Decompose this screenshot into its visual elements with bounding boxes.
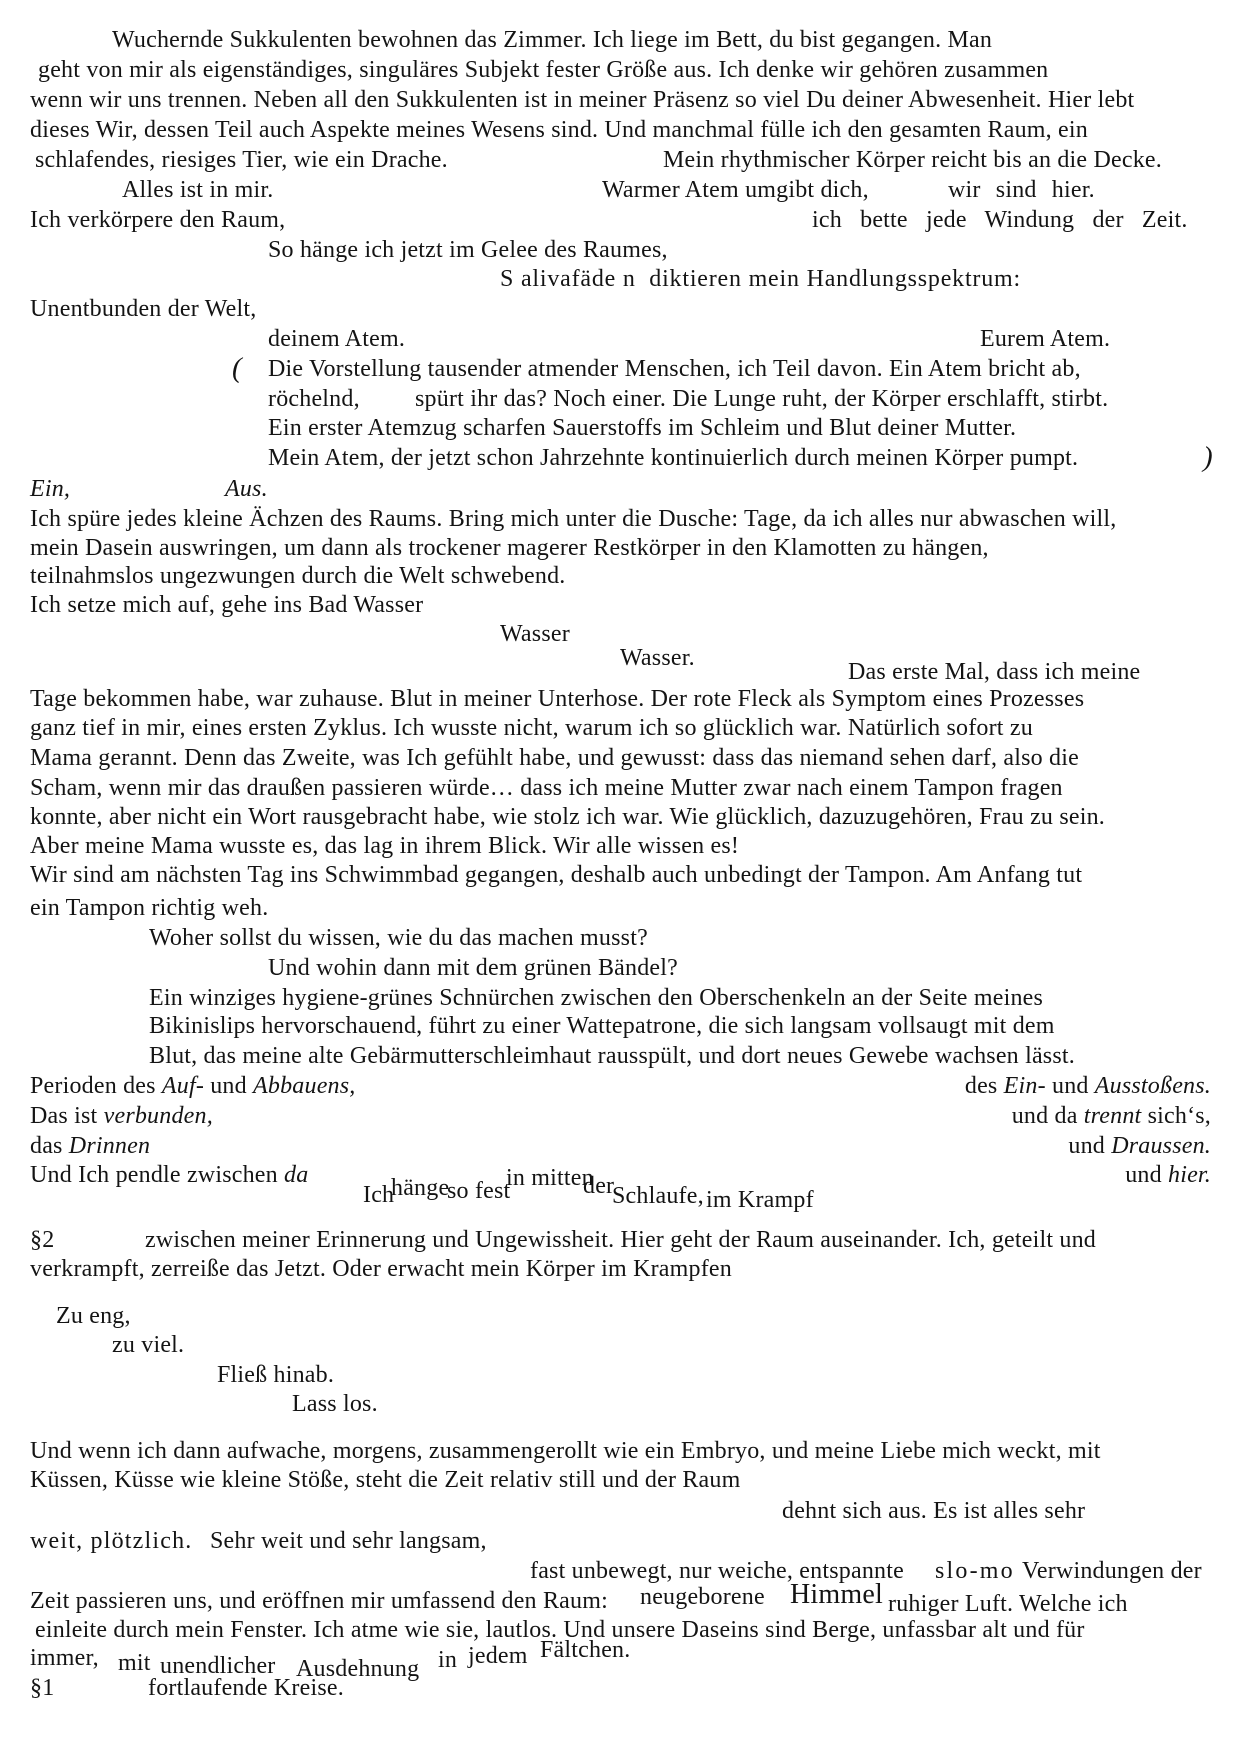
text-segment: hänge	[391, 1175, 450, 1201]
text-segment: röchelnd,	[268, 386, 360, 412]
text-segment: (	[232, 352, 242, 384]
text-segment: im Krampf	[706, 1187, 814, 1213]
text-segment: Aus.	[225, 476, 268, 502]
text-segment: Ein,	[30, 476, 71, 502]
text-segment: Verwindungen der	[1022, 1558, 1202, 1584]
text-segment: Das ist verbunden,	[30, 1103, 213, 1129]
text-segment: neugeborene	[640, 1584, 765, 1610]
text-segment: des Ein- und Ausstoßens.	[964, 1073, 1211, 1099]
text-segment: §1	[30, 1675, 55, 1701]
text-segment: wir sind hier.	[948, 177, 1095, 203]
text-segment: Sehr weit und sehr langsam,	[210, 1528, 487, 1554]
text-segment: Wasser.	[620, 645, 695, 671]
text-segment: Blut, das meine alte Gebärmutterschleimhaut rausspült, und dort neues Gewebe wachsen lässt.	[149, 1043, 1075, 1069]
text-segment: konnte, aber nicht ein Wort rausgebracht habe, wie stolz ich war. Wie glücklich, dazuzugehören, Frau zu sein.	[30, 804, 1105, 830]
text-segment: Ich	[363, 1182, 395, 1208]
text-segment: in	[438, 1647, 458, 1673]
text-segment: ruhiger Luft. Welche ich	[888, 1591, 1128, 1617]
text-segment: Mein rhythmischer Körper reicht bis an die Decke.	[663, 147, 1162, 173]
text-segment: Mama gerannt. Denn das Zweite, was Ich gefühlt habe, und gewusst: dass das niemand sehen darf, also die	[30, 745, 1079, 771]
text-segment: immer,	[30, 1645, 99, 1671]
text-segment: Ich verkörpere den Raum,	[30, 207, 286, 233]
text-segment: Das erste Mal, dass ich meine	[848, 659, 1141, 685]
text-segment: das Drinnen	[30, 1133, 151, 1159]
text-segment: Ich setze mich auf, gehe ins Bad Wasser	[30, 592, 424, 618]
text-segment: spürt ihr das? Noch einer. Die Lunge ruht, der Körper erschlafft, stirbt.	[415, 386, 1109, 412]
text-segment: so fest	[447, 1178, 511, 1204]
text-segment: und hier.	[1125, 1162, 1211, 1188]
text-segment: teilnahmslos ungezwungen durch die Welt schwebend.	[30, 563, 566, 589]
text-segment: verkrampft, zerreiße das Jetzt. Oder erwacht mein Körper im Krampfen	[30, 1256, 732, 1282]
text-segment: Und wohin dann mit dem grünen Bändel?	[268, 955, 678, 981]
text-segment: weit, plötzlich.	[30, 1528, 193, 1554]
text-segment: Ein winziges hygiene-grünes Schnürchen zwischen den Oberschenkeln an der Seite meines	[149, 985, 1044, 1011]
text-segment: Und Ich pendle zwischen da	[30, 1162, 309, 1188]
text-segment: mit	[118, 1650, 151, 1676]
text-segment: ganz tief in mir, eines ersten Zyklus. Ich wusste nicht, warum ich so glücklich war. Natürlich sofort zu	[30, 715, 1033, 741]
text-segment: Fließ hinab.	[217, 1362, 335, 1388]
text-segment: Bikinislips hervorschauend, führt zu einer Wattepatrone, die sich langsam vollsaugt mit dem	[149, 1013, 1055, 1039]
text-segment: Unentbunden der Welt,	[30, 296, 257, 322]
text-segment: Woher sollst du wissen, wie du das machen musst?	[149, 925, 648, 951]
text-segment: wenn wir uns trennen. Neben all den Sukkulenten ist in meiner Präsenz so viel Du deiner Abwesenheit. Hier lebt	[30, 87, 1135, 113]
text-segment: in mitten	[506, 1165, 594, 1191]
text-segment: und Draussen.	[1068, 1133, 1211, 1159]
text-segment: zwischen meiner Erinnerung und Ungewissheit. Hier geht der Raum auseinander. Ich, geteilt und	[145, 1227, 1096, 1253]
text-segment: slo-mo	[935, 1558, 1015, 1584]
text-segment: geht von mir als eigenständiges, singuläres Subjekt fester Größe aus. Ich denke wir gehören zusammen	[38, 57, 1049, 83]
text-segment: Wuchernde Sukkulenten bewohnen das Zimmer. Ich liege im Bett, du bist gegangen. Man	[112, 27, 993, 53]
text-segment: Und wenn ich dann aufwache, morgens, zusammengerollt wie ein Embryo, und meine Liebe mich weckt, mit	[30, 1438, 1101, 1464]
text-segment: Mein Atem, der jetzt schon Jahrzehnte kontinuierlich durch meinen Körper pumpt.	[268, 445, 1079, 471]
text-segment: einleite durch mein Fenster. Ich atme wie sie, lautlos. Und unsere Daseins sind Berge, unfassbar alt und für	[35, 1617, 1085, 1643]
text-segment: Ausdehnung	[296, 1656, 420, 1682]
text-segment: Küssen, Küsse wie kleine Stöße, steht die Zeit relativ still und der Raum	[30, 1467, 741, 1493]
text-segment: Himmel	[790, 1579, 883, 1610]
text-segment: Schlaufe,	[612, 1183, 704, 1209]
text-segment: Zu eng,	[56, 1303, 131, 1329]
text-segment: ich bette jede Windung der Zeit.	[812, 207, 1188, 233]
text-segment: §2	[30, 1227, 55, 1253]
text-segment: dehnt sich aus. Es ist alles sehr	[782, 1498, 1086, 1524]
text-segment: Fältchen.	[540, 1637, 631, 1663]
text-segment: jedem	[468, 1643, 528, 1669]
text-segment: Die Vorstellung tausender atmender Menschen, ich Teil davon. Ein Atem bricht ab,	[268, 356, 1081, 382]
text-segment: dieses Wir, dessen Teil auch Aspekte meines Wesens sind. Und manchmal fülle ich den gesamten Raum, ein	[30, 117, 1088, 143]
text-segment: Wasser	[500, 621, 570, 647]
text-segment: S alivafäde n diktieren mein Handlungsspektrum:	[500, 266, 1021, 292]
text-segment: fortlaufende Kreise.	[148, 1675, 344, 1701]
text-segment: zu viel.	[112, 1332, 185, 1358]
text-segment: Ich spüre jedes kleine Ächzen des Raums. Bring mich unter die Dusche: Tage, da ich alles nur abwaschen will,	[30, 506, 1117, 532]
text-segment: Tage bekommen habe, war zuhause. Blut in meiner Unterhose. Der rote Fleck als Symptom eines Prozesses	[30, 686, 1085, 712]
text-segment: Zeit passieren uns, und eröffnen mir umfassend den Raum:	[30, 1588, 608, 1614]
text-segment: Lass los.	[292, 1391, 378, 1417]
text-segment: So hänge ich jetzt im Gelee des Raumes,	[268, 237, 668, 263]
text-segment: ein Tampon richtig weh.	[30, 895, 269, 921]
text-segment: fast unbewegt, nur weiche, entspannte	[530, 1558, 904, 1584]
text-segment: und da trennt sich‘s,	[1011, 1103, 1211, 1129]
text-segment: deinem Atem.	[268, 326, 406, 352]
text-segment: Alles ist in mir.	[122, 177, 274, 203]
text-segment: )	[1203, 441, 1213, 473]
text-segment: unendlicher	[160, 1653, 276, 1679]
text-segment: Warmer Atem umgibt dich,	[602, 177, 869, 203]
text-segment: Eurem Atem.	[980, 326, 1111, 352]
text-segment: Wir sind am nächsten Tag ins Schwimmbad gegangen, deshalb auch unbedingt der Tampon. Am Anfang tut	[30, 862, 1083, 888]
text-segment: schlafendes, riesiges Tier, wie ein Drache.	[35, 147, 448, 173]
text-segment: Ein erster Atemzug scharfen Sauerstoffs im Schleim und Blut deiner Mutter.	[268, 415, 1017, 441]
text-segment: Scham, wenn mir das draußen passieren würde… dass ich meine Mutter zwar nach einem Tampon fragen	[30, 775, 1063, 801]
text-segment: Perioden des Auf- und Abbauens,	[30, 1073, 356, 1099]
text-segment: der	[583, 1173, 615, 1199]
text-segment: Aber meine Mama wusste es, das lag in ihrem Blick. Wir alle wissen es!	[30, 833, 740, 859]
text-segment: mein Dasein auswringen, um dann als trockener magerer Restkörper in den Klamotten zu hängen,	[30, 535, 989, 561]
